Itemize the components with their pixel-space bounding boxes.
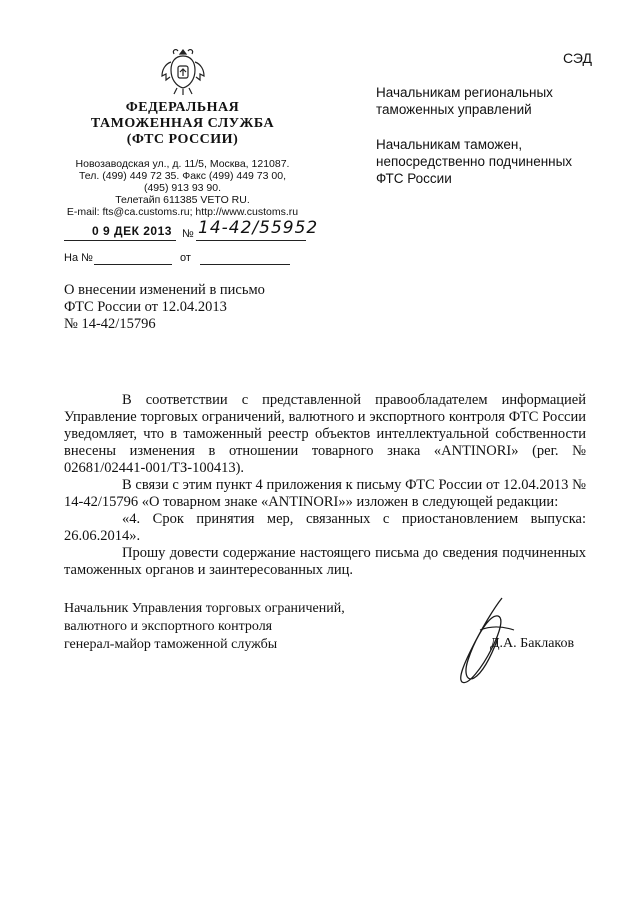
body-paragraph: В соответствии с представленной правообладателем информацией Управление торговых ограничений, валютного и экспортного контроля ФТС России уведомляет, что в таможенный реестр объектов интеллектуальной собственности внесены изменения в отношении товарного знака «ANTINORI» (рег. № 02681/02441-001/ТЗ-100413). xyxy=(64,392,586,476)
signatory-title-line: валютного и экспортного контроля xyxy=(64,619,273,634)
recipient-line: Начальникам таможен, xyxy=(376,137,523,152)
org-name-line1: ФЕДЕРАЛЬНАЯ xyxy=(125,100,240,115)
recipient-line: ФТС России xyxy=(376,171,452,186)
number-label: № xyxy=(182,228,194,240)
reply-number-line xyxy=(94,264,172,265)
reply-date-line xyxy=(200,264,290,265)
handwritten-number: 14-42/55952 xyxy=(198,218,319,238)
reply-from-label: от xyxy=(180,252,191,264)
address-line: E-mail: fts@ca.customs.ru; http://www.customs.ru xyxy=(66,206,299,218)
date-underline xyxy=(64,240,176,241)
body-paragraph: «4. Срок принятия мер, связанных с приостановлением выпуска: 26.06.2014». xyxy=(64,511,586,544)
org-name-line2: ТАМОЖЕННАЯ СЛУЖБА xyxy=(90,116,275,131)
signatory-title-line: генерал-майор таможенной службы xyxy=(64,637,278,652)
org-short-name: (ФТС РОССИИ) xyxy=(126,132,239,147)
address-line: Тел. (499) 449 72 35. Факс (499) 449 73 00, xyxy=(78,170,286,182)
signatory-name: Д.А. Баклаков xyxy=(490,636,575,651)
signatory-title xyxy=(64,600,345,654)
reply-label: На № xyxy=(64,252,93,264)
subject-line: № 14-42/15796 xyxy=(64,316,156,332)
address-line: Новозаводская ул., д. 11/5, Москва, 121087. xyxy=(75,158,290,170)
letter-subject xyxy=(64,282,265,333)
body-paragraph: В связи с этим пункт 4 приложения к письму ФТС России от 12.04.2013 № 14-42/15796 «О товарном знаке «ANTINORI»» изложен в следующей редакции: xyxy=(64,477,586,510)
signatory-title-line: Начальник Управления торговых ограничений, xyxy=(64,601,345,616)
registration-date-stamp: 0 9 ДЕК 2013 xyxy=(92,224,172,238)
recipient-line: Начальникам региональных xyxy=(376,85,553,100)
sed-label: СЭД xyxy=(562,50,592,66)
body-paragraph: Прошу довести содержание настоящего письма до сведения подчиненных таможенных органов и заинтересованных лиц. xyxy=(64,545,586,578)
address-line: (495) 913 93 90. xyxy=(143,182,222,194)
number-underline xyxy=(196,240,306,241)
recipient-line: таможенных управлений xyxy=(376,102,532,117)
state-emblem-icon xyxy=(160,44,206,96)
subject-line: ФТС России от 12.04.2013 xyxy=(64,299,227,315)
address-line: Телетайп 611385 VETO RU. xyxy=(115,194,250,206)
recipient-line: непосредственно подчиненных xyxy=(376,154,573,169)
subject-line: О внесении изменений в письмо xyxy=(64,282,265,298)
letter-body xyxy=(64,392,586,579)
